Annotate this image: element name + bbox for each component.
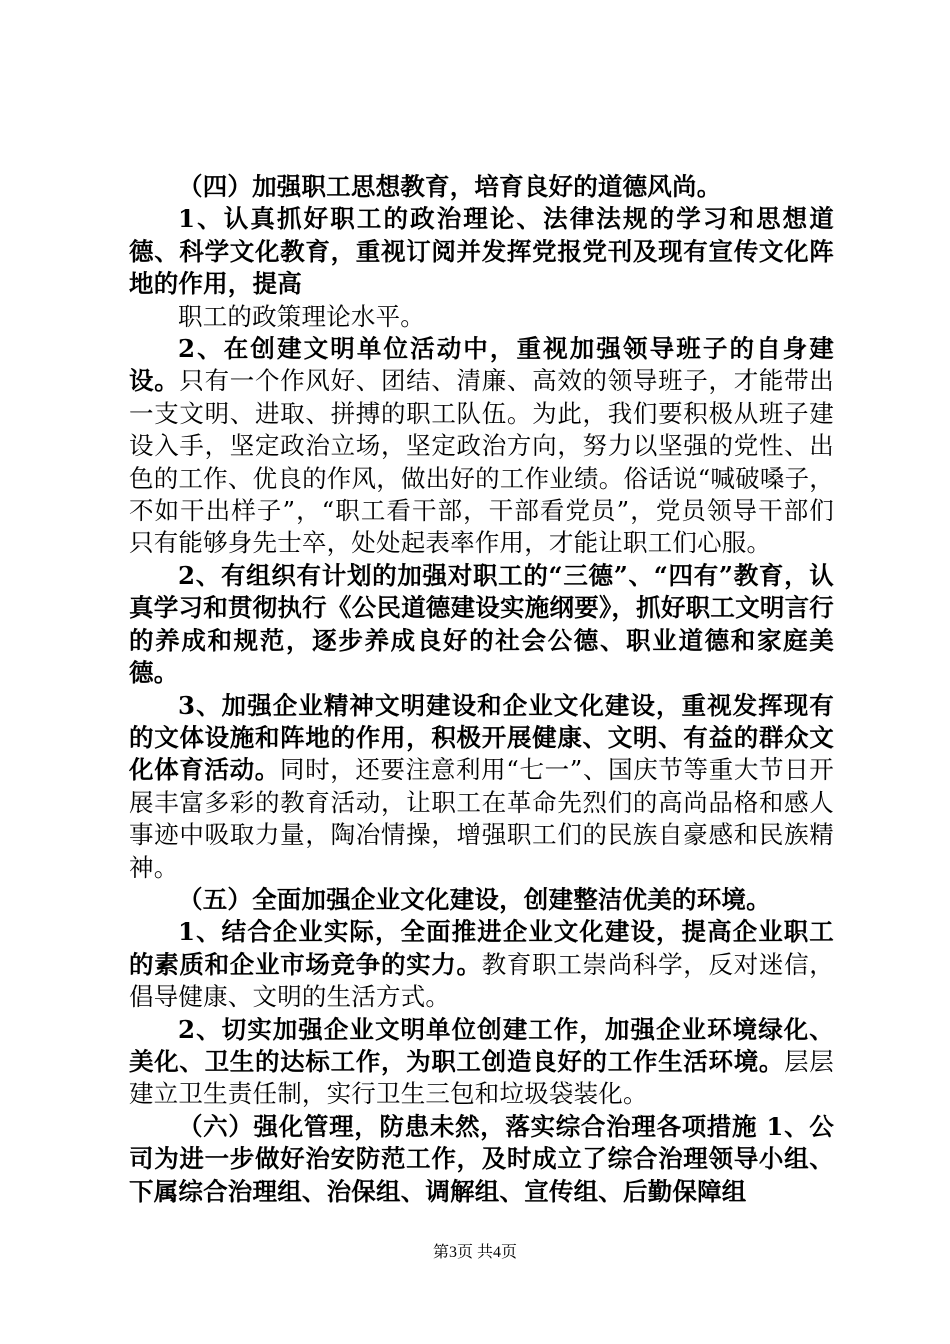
page-number-footer: 第3页 共4页 xyxy=(432,1244,517,1261)
paragraph-item-3-culture xyxy=(129,690,834,884)
paragraph-body-text: 教育职工崇尚科学，反对迷信，倡导健康、文明的生活方式。 xyxy=(129,949,834,1012)
paragraph-body-text: 层层建立卫生责任制，实行卫生三包和垃圾袋装化。 xyxy=(129,1046,834,1109)
section-heading-5: （五）全面加强企业文化建设，创建整洁优美的环境。 xyxy=(178,884,771,914)
paragraph-continuation: 职工的政策理论水平。 xyxy=(178,301,425,331)
paragraph-lead-sentence: 2、在创建文明单位活动中，重视加强领导班子的自身建设。 xyxy=(129,334,834,396)
paragraph-item-2-environment xyxy=(129,1014,834,1111)
paragraph-item-1-enterprise xyxy=(129,916,834,1013)
paragraph-lead-sentence: 1、结合企业实际，全面推进企业文化建设，提高企业职工的素质和企业市场竞争的实力。 xyxy=(129,917,834,979)
paragraph-body-text: 同时，还要注意利用“七一”、国庆节等重大节日开展丰富多彩的教育活动，让职工在革命先烈们的高尚品格和感人事迹中吸取力量，陶冶情操，增强职工们的民族自豪感和民族精神。 xyxy=(129,755,835,882)
paragraph-lead-sentence: 3、加强企业精神文明建设和企业文化建设，重视发挥现有的文体设施和阵地的作用，积极开展健康、文明、有益的群众文化体育活动。 xyxy=(129,690,834,785)
paragraph-lead-sentence: 2、切实加强企业文明单位创建工作，加强企业环境绿化、美化、卫生的达标工作，为职工创造良好的工作生活环境。 xyxy=(129,1014,834,1076)
paragraph-item-1: 1、认真抓好职工的政治理论、法律法规的学习和思想道德、科学文化教育，重视订阅并发挥党报党刊及现有宣传文化阵地的作用，提高 xyxy=(129,204,834,299)
paragraph-body-text: 只有一个作风好、团结、清廉、高效的领导班子，才能带出一支文明、进取、拼搏的职工队伍。为此，我们要积极从班子建设入手，坚定政治立场，坚定政治方向，努力以坚强的党性、出色的工作、优良的作风，做出好的工作业绩。俗话说“喊破嗓子，不如干出样子”，“职工看干部，干部看党员”，党员领导干部们只有能够身先士卒，处处起表率作用，才能让职工们心服。 xyxy=(129,366,835,558)
section-heading-6: （六）强化管理，防患未然，落实综合治理各项措施 1、公司为进一步做好治安防范工作，及时成立了综合治理领导小组、下属综合治理组、治保组、调解组、宣传组、后勤保障组 xyxy=(129,1111,834,1206)
section-heading-4: （四）加强职工思想教育，培育良好的道德风尚。 xyxy=(178,172,722,201)
paragraph-item-2-leadership xyxy=(129,333,834,560)
paragraph-item-2-morality: 2、有组织有计划的加强对职工的“三德”、“四有”教育，认真学习和贯彻执行《公民道德建设实施纲要》，抓好职工文明言行的养成和规范，逐步养成良好的社会公德、职业道德和家庭美德。 xyxy=(129,560,834,688)
document-body xyxy=(129,171,834,1208)
